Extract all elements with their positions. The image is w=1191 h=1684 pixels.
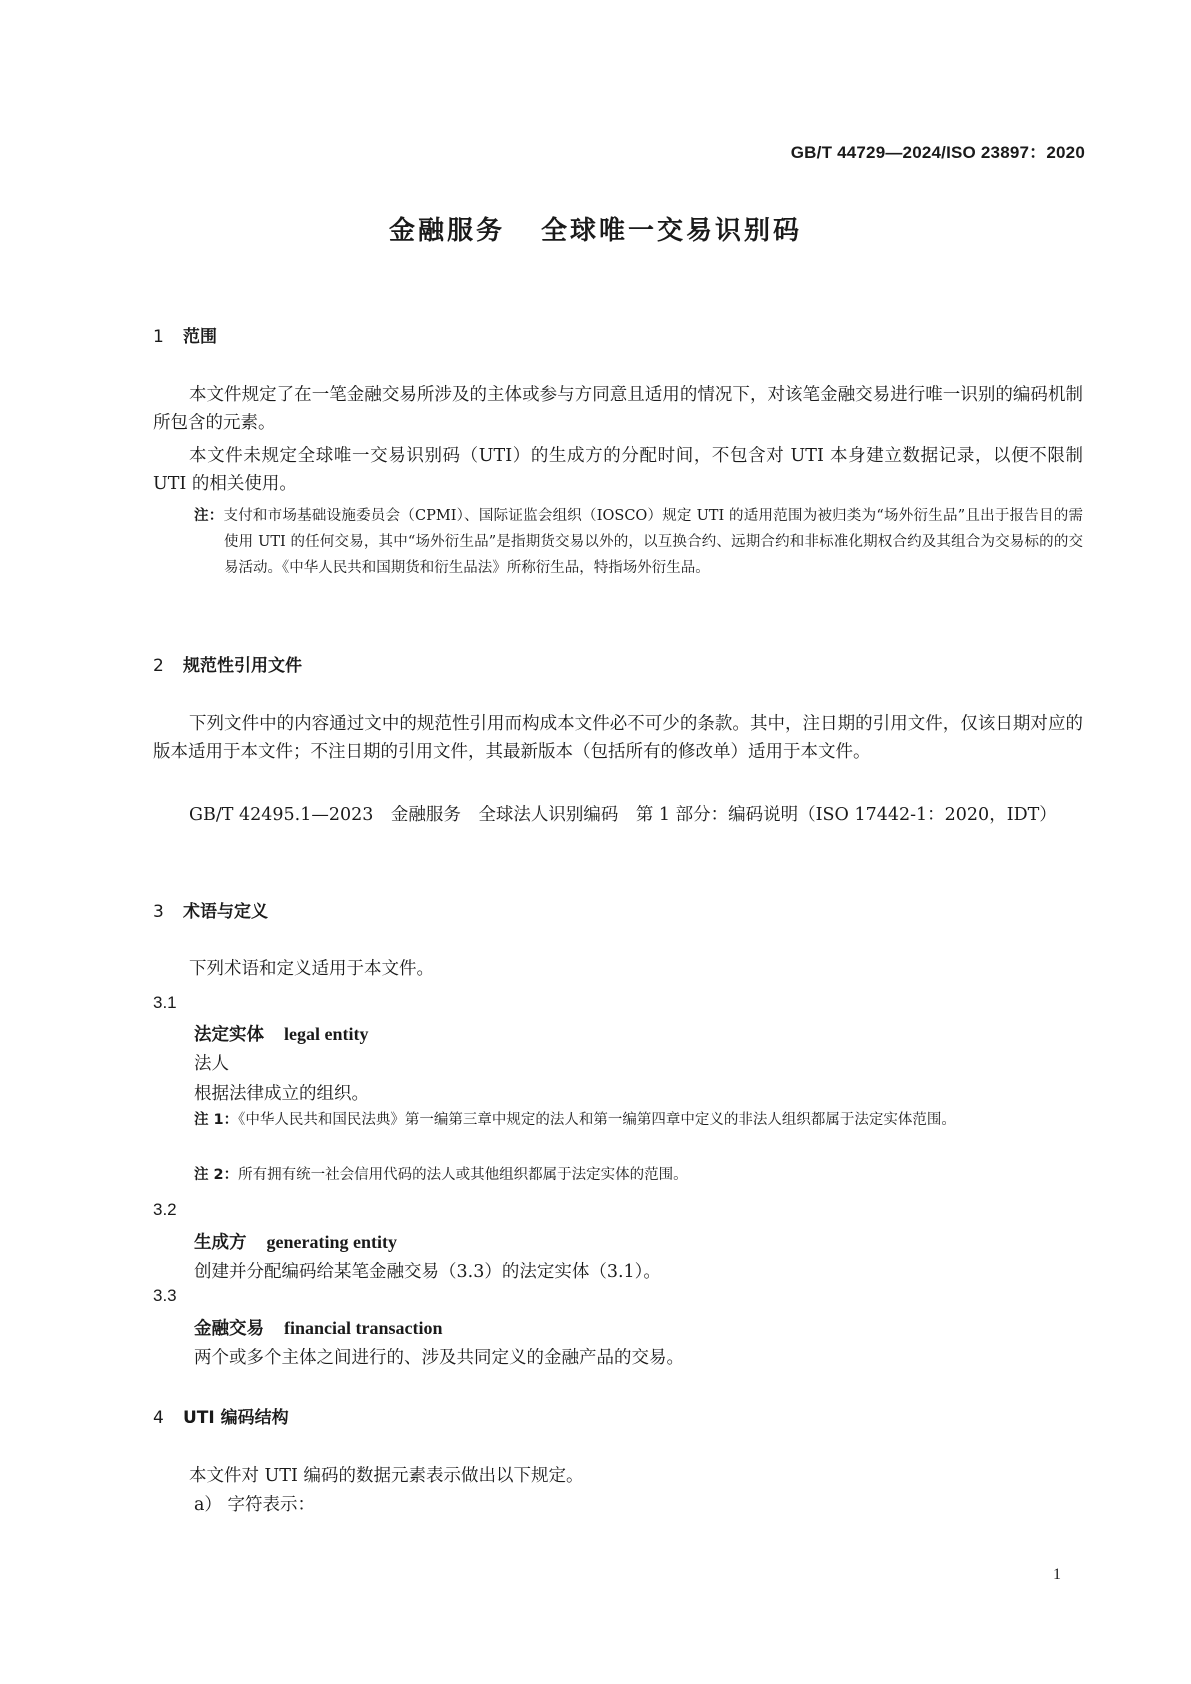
note-text: 支付和市场基础设施委员会（CPMI）、国际证监会组织（IOSCO）规定 UTI 的适用范围为被归类为“场外衍生品”且出于报告目的需使用 UTI 的任何交易，其中“场外衍生品”是指期货交易以外的，以互换合约、远期合约和非标准化期权合约及其组合为交易标的的交易活动。《中华人民共和国期货和衍生品法》所称衍生品，特指场外衍生品。 bbox=[223, 508, 1083, 576]
note-label: 注 1： bbox=[194, 1112, 239, 1128]
term-zh: 生成方 bbox=[194, 1233, 247, 1253]
term-definition: 根据法律成立的组织。 bbox=[194, 1084, 369, 1104]
term-zh: 法定实体 bbox=[194, 1025, 264, 1045]
term-definition: 两个或多个主体之间进行的、涉及共同定义的金融产品的交易。 bbox=[194, 1348, 684, 1368]
note-text: 所有拥有统一社会信用代码的法人或其他组织都属于法定实体的范围。 bbox=[238, 1167, 688, 1183]
list-item-a: a） 字符表示： bbox=[194, 1495, 315, 1515]
term-en: generating entity bbox=[266, 1232, 397, 1252]
term-en: legal entity bbox=[284, 1024, 369, 1044]
section1-number: 1 bbox=[153, 327, 164, 347]
section4-heading bbox=[153, 1403, 289, 1428]
term-note-1 bbox=[194, 1107, 1083, 1133]
note-label: 注 2： bbox=[194, 1167, 239, 1183]
term-entry bbox=[194, 1021, 368, 1046]
section3-heading bbox=[153, 897, 268, 922]
section2-number: 2 bbox=[153, 656, 164, 676]
section1-note bbox=[194, 503, 1083, 581]
term-zh: 金融交易 bbox=[194, 1319, 264, 1339]
note-text: 《中华人民共和国民法典》第一编第三章中规定的法人和第一编第四章中定义的非法人组织都属于法定实体范围。 bbox=[238, 1112, 956, 1128]
term-note-2 bbox=[194, 1162, 1083, 1188]
section3-intro: 下列术语和定义适用于本文件。 bbox=[189, 959, 434, 979]
term-number: 3.2 bbox=[153, 1200, 177, 1219]
term-synonym: 法人 bbox=[194, 1054, 229, 1074]
section2-heading bbox=[153, 651, 302, 676]
section4-title: UTI 编码结构 bbox=[183, 1408, 289, 1428]
page-title bbox=[0, 210, 1191, 247]
term-entry bbox=[194, 1315, 443, 1340]
normative-reference: GB/T 42495.1—2023 金融服务 全球法人识别编码 第 1 部分：编码说明（ISO 17442-1：2020，IDT） bbox=[189, 805, 1057, 825]
section4-number: 4 bbox=[153, 1408, 164, 1428]
section1-para2: 本文件未规定全球唯一交易识别码（UTI）的生成方的分配时间，不包含对 UTI 本身建立数据记录，以便不限制 UTI 的相关使用。 bbox=[153, 446, 1083, 494]
term-number: 3.1 bbox=[153, 993, 177, 1012]
term-number: 3.3 bbox=[153, 1286, 177, 1305]
section1-para1: 本文件规定了在一笔金融交易所涉及的主体或参与方同意且适用的情况下，对该笔金融交易进行唯一识别的编码机制所包含的元素。 bbox=[153, 385, 1083, 433]
section4-para1: 本文件对 UTI 编码的数据元素表示做出以下规定。 bbox=[189, 1466, 584, 1486]
title-part1: 金融服务 bbox=[388, 216, 505, 246]
term-definition: 创建并分配编码给某笔金融交易（3.3）的法定实体（3.1）。 bbox=[194, 1262, 661, 1282]
section1-title: 范围 bbox=[183, 327, 217, 347]
standard-code: GB/T 44729—2024/ISO 23897：2020 bbox=[790, 143, 1085, 162]
title-part2: 全球唯一交易识别码 bbox=[541, 216, 803, 246]
term-en: financial transaction bbox=[284, 1318, 443, 1338]
section2-para1: 下列文件中的内容通过文中的规范性引用而构成本文件必不可少的条款。其中，注日期的引用文件，仅该日期对应的版本适用于本文件；不注日期的引用文件，其最新版本（包括所有的修改单）适用于本文件。 bbox=[153, 714, 1083, 762]
section2-title: 规范性引用文件 bbox=[183, 656, 302, 676]
term-entry bbox=[194, 1229, 397, 1254]
section1-heading bbox=[153, 322, 217, 347]
section3-title: 术语与定义 bbox=[183, 902, 268, 922]
section3-number: 3 bbox=[153, 902, 164, 922]
page-number: 1 bbox=[1053, 1566, 1061, 1583]
note-label: 注： bbox=[194, 508, 224, 524]
